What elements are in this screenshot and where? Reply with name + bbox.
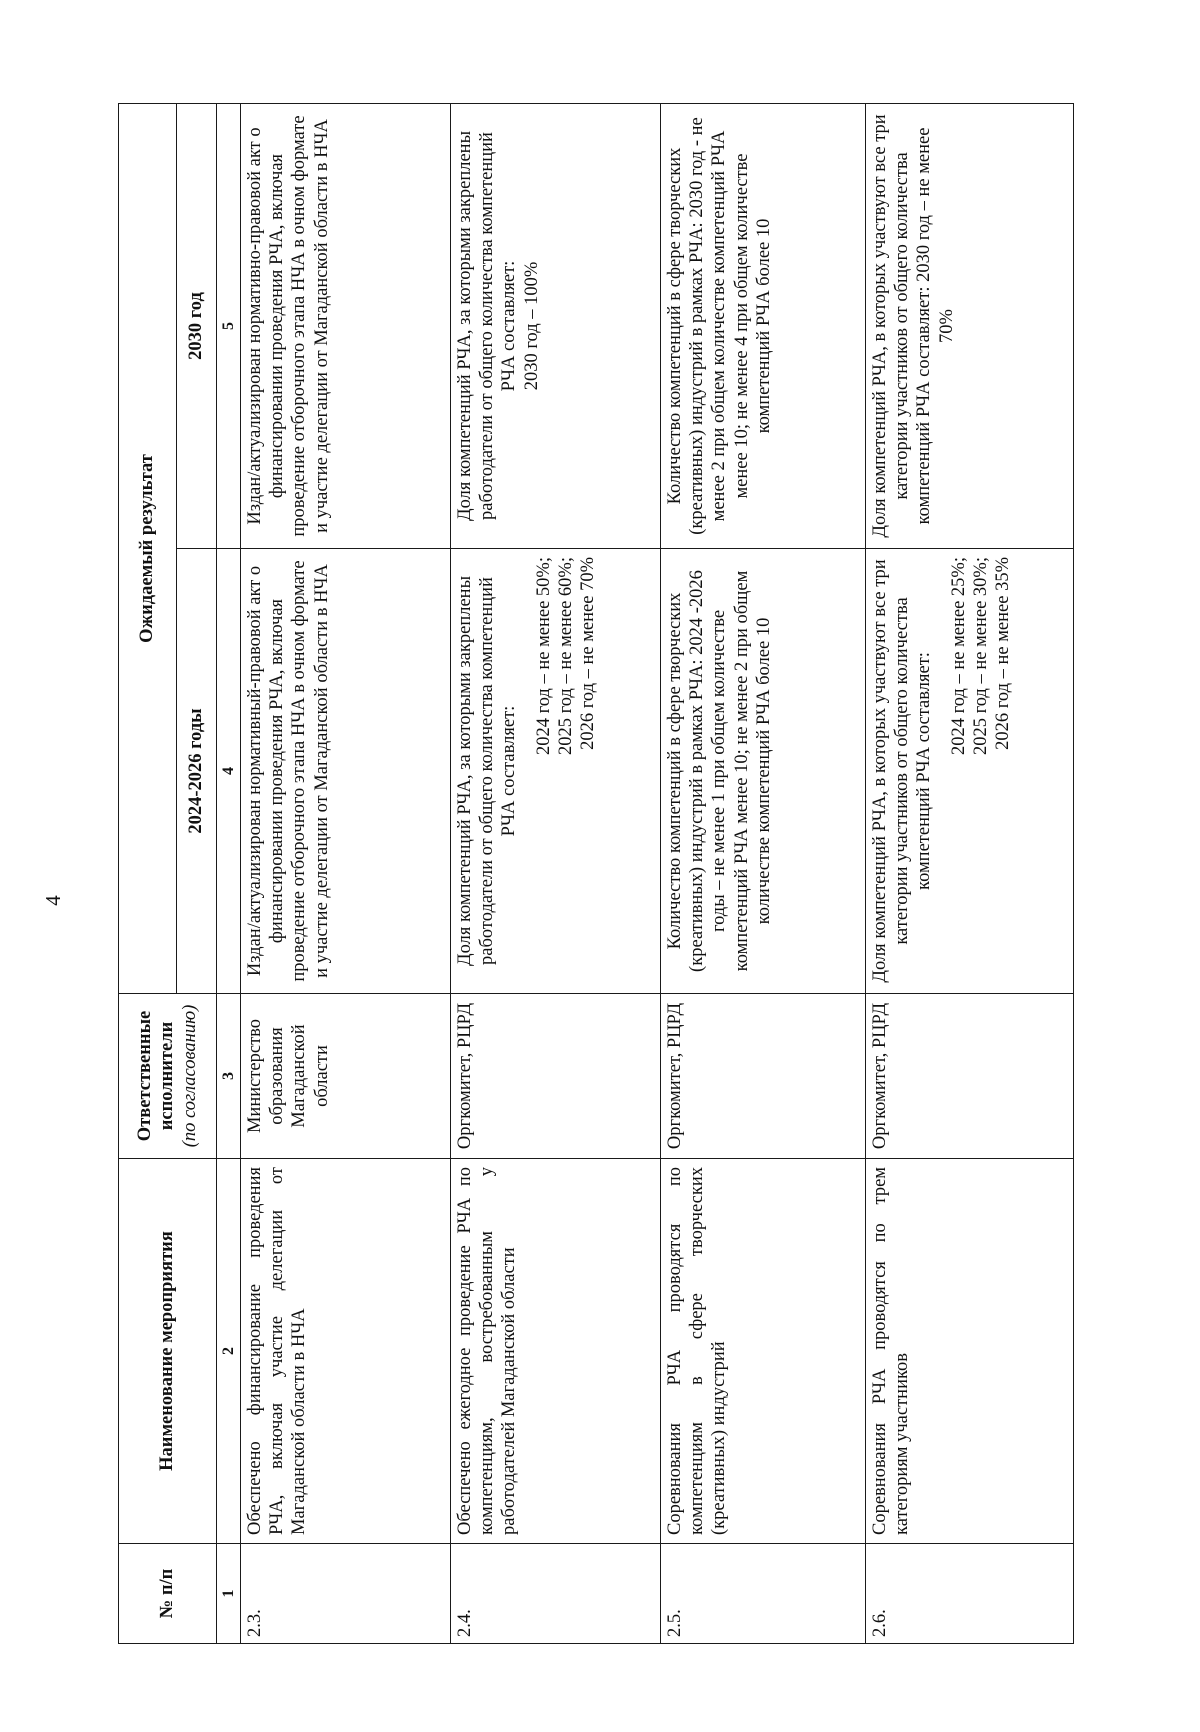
- event-name: Обеспечено финансирование проведения РЧА, включая участие делегации от Магаданской области в НЧА: [241, 1159, 451, 1544]
- header-num: № п/п: [119, 1544, 217, 1644]
- row-number: 2.6.: [866, 1544, 1074, 1644]
- table-row: [866, 104, 1074, 1644]
- column-number: 4: [217, 549, 241, 994]
- result-year-line: 2025 год – не менее 60%;: [555, 557, 576, 756]
- rotated-table-container: [118, 104, 1073, 1644]
- result-year-line: 2025 год – не менее 30%;: [970, 557, 991, 756]
- responsible-executor: Оргкомитет, РЦРД: [661, 994, 866, 1159]
- events-table: [118, 103, 1074, 1644]
- result-2030: Доля компетенций РЧА, в которых участвуют все три категории участников от общего количества компетенций РЧА составляет: 2030 год – не менее 70%: [866, 104, 1074, 549]
- header-period-2024-2026: 2024-2026 годы: [177, 549, 217, 994]
- result-2030: [451, 104, 661, 549]
- table-row: [451, 104, 661, 1644]
- header-exec: [119, 994, 217, 1159]
- row-number: 2.5.: [661, 1544, 866, 1644]
- page-number: 4: [40, 895, 65, 906]
- row-number: 2.4.: [451, 1544, 661, 1644]
- result-year-line: 2024 год – не менее 50%;: [533, 557, 554, 756]
- result-2030: Издан/актуализирован нормативно-правовой акт о финансировании проведения РЧА, включая проведение отборочного этапа НЧА в очном формате и участие делегации от Магаданской области в НЧА: [241, 104, 451, 549]
- result-2024-2026: [866, 549, 1074, 994]
- header-result: Ожидаемый результат: [119, 104, 177, 994]
- column-number: 5: [217, 104, 241, 549]
- result-2024-2026: [451, 549, 661, 994]
- result-text: Доля компетенций РЧА, за которыми закреплены работодатели от общего количества компетенций РЧА составляет:: [455, 130, 520, 522]
- responsible-executor: Оргкомитет, РЦРД: [451, 994, 661, 1159]
- column-number: 1: [217, 1544, 241, 1644]
- responsible-executor: Оргкомитет, РЦРД: [866, 994, 1074, 1159]
- header-row: [119, 104, 177, 1644]
- result-text: Доля компетенций РЧА, в которых участвуют все три категории участников от общего количества компетенций РЧА составляет:: [870, 559, 935, 983]
- header-exec-title: Ответственные исполнители: [135, 1010, 178, 1142]
- result-year-line: 2030 год – 100%: [521, 261, 542, 391]
- result-2024-2026: Количество компетенций в сфере творческих (креативных) индустрий в рамках РЧА: 2024 -2026 годы – не менее 1 при общем количестве компетенций РЧА менее 10; не менее 2 при общем количестве компетенций РЧА более 10: [661, 549, 866, 994]
- result-2024-2026: Издан/актуализирован нормативный-правовой акт о финансировании проведения РЧА, включая проведение отборочного этапа НЧА в очном формате и участие делегации от Магаданской области в НЧА: [241, 549, 451, 994]
- event-name: Соревнования РЧА проводятся по компетенциям в сфере творческих (креативных) индустрий: [661, 1159, 866, 1544]
- event-name: Обеспечено ежегодное проведение РЧА по компетенциям, востребованным у работодателей Магаданской области: [451, 1159, 661, 1544]
- responsible-executor: Министерство образования Магаданской области: [241, 994, 451, 1159]
- result-years: [948, 557, 1015, 985]
- result-2030: Количество компетенций в сфере творческих (креативных) индустрий в рамках РЧА: 2030 год - не менее 2 при общем количестве компетенций РЧА менее 10; не менее 4 при общем количестве компетенций РЧА более 10: [661, 104, 866, 549]
- event-name: Соревнования РЧА проводятся по трем категориям участников: [866, 1159, 1074, 1544]
- header-exec-note: (по согласованию): [179, 1004, 200, 1148]
- column-number: 3: [217, 994, 241, 1159]
- table-row: [241, 104, 451, 1644]
- result-years: [533, 557, 600, 985]
- result-text: Доля компетенций РЧА, за которыми закреплены работодатели от общего количества компетенций РЧА составляет:: [455, 575, 520, 967]
- row-number: 2.3.: [241, 1544, 451, 1644]
- header-name: Наименование мероприятия: [119, 1159, 217, 1544]
- result-year-line: 2024 год – не менее 25%;: [948, 557, 969, 756]
- header-period-2030: 2030 год: [177, 104, 217, 549]
- column-number-row: [217, 104, 241, 1644]
- table-row: [661, 104, 866, 1644]
- column-number: 2: [217, 1159, 241, 1544]
- result-year-line: 2026 год – не менее 35%: [992, 557, 1013, 750]
- result-year-line: 2026 год – не менее 70%: [577, 557, 598, 750]
